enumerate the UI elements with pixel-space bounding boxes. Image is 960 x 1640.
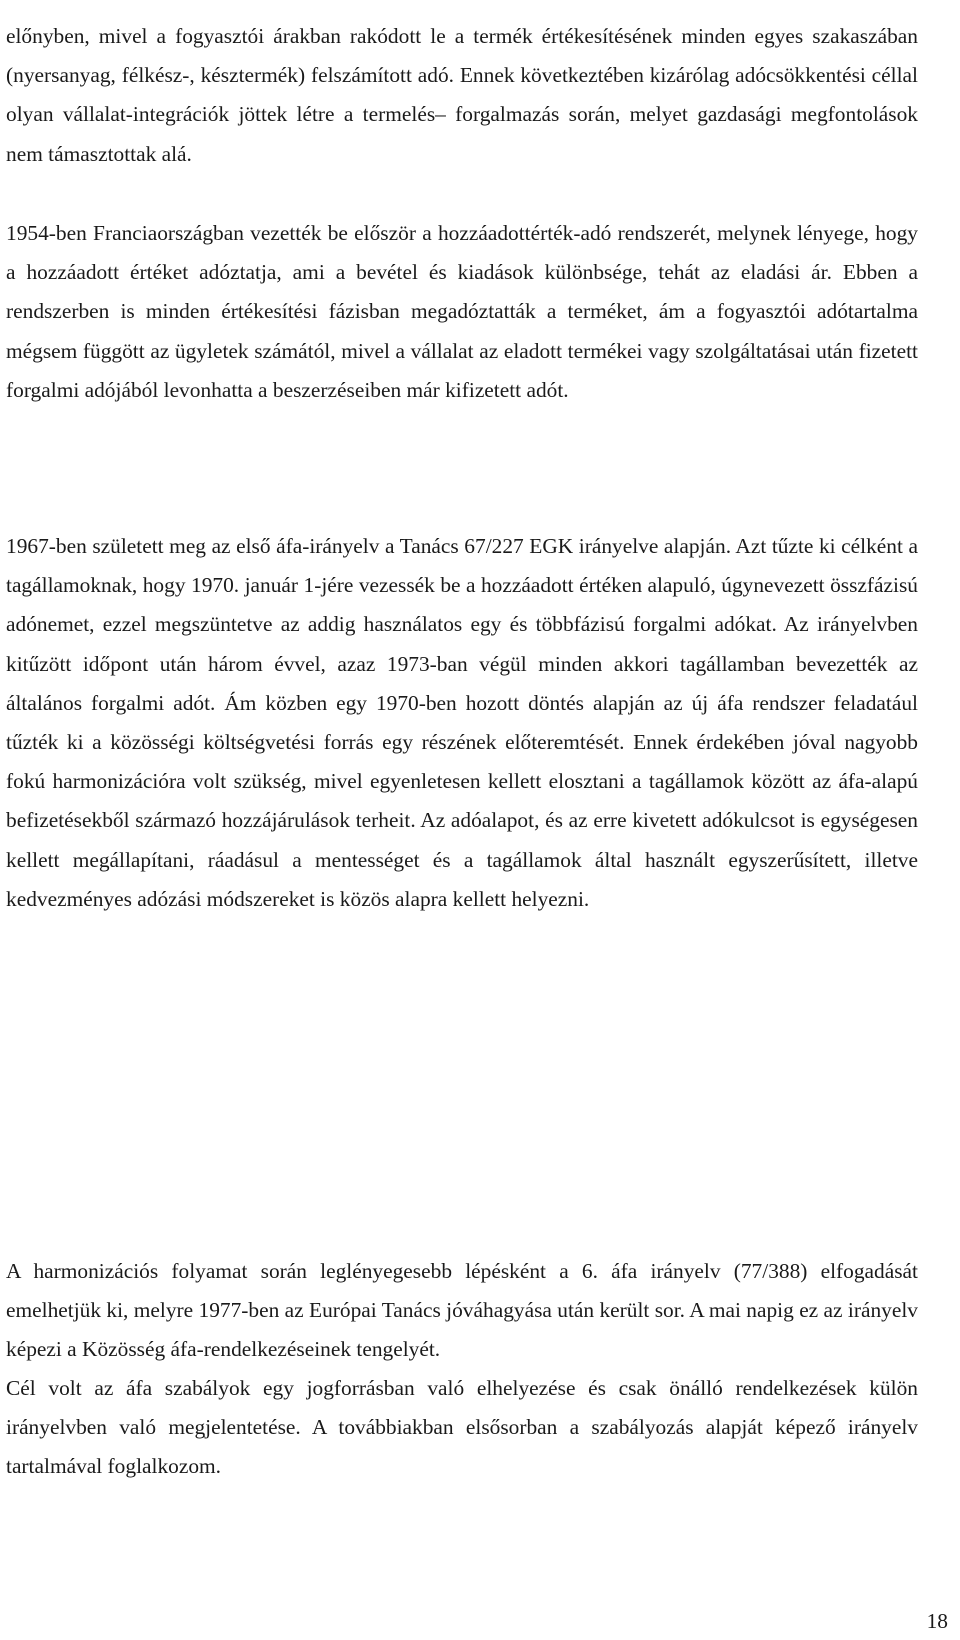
page-number: 18 [926, 1609, 948, 1633]
paragraph-2: 1954-ben Franciaországban vezették be először a hozzáadottérték-adó rendszerét, melynek lényege, hogy a hozzáadott értéket adóztatja, ami a bevétel és kiadások különbsége, tehát az eladási ár. Ebben a rendszerben is minden értékesítési fázisban megadóztatták a terméket, ám a fogyasztói adótartalma mégsem függött az ügyletek számától, mivel a vállalat az eladott termékei vagy szolgáltatásai után fizetett forgalmi adójából levonhatta a beszerzéseiben már kifizetett adót. [6, 221, 918, 402]
paragraph-3: 1967-ben született meg az első áfa-irányelv a Tanács 67/227 EGK irányelve alapján. Azt tűzte ki célként a tagállamoknak, hogy 1970. január 1-jére vezessék be a hozzáadott értéken alapuló, úgynevezett összfázisú adónemet, ezzel megszüntetve az addig használatos egy és többfázisú forgalmi adókat. Az irányelvben kitűzött időpont után három évvel, azaz 1973-ban végül minden akkori tagállamban bevezették az általános forgalmi adót. Ám közben egy 1970-ben hozott döntés alapján az új áfa rendszer feladatául tűzték ki a közösségi költségvetési forrás egy részének előteremtését. Ennek érdekében jóval nagyobb fokú harmonizációra volt szükség, mivel egyenletesen kellett elosztani a tagállamok között az áfa-alapú befizetésekből származó hozzájárulások terheit. Az adóalapot, és az erre kivetett adókulcsot is egységesen kellett megállapítani, ráadásul a mentességet és a tagállamok által használt egyszerűsített, illetve kedvezményes adózási módszereket is közös alapra kellett helyezni. [6, 534, 918, 911]
document-page [6, 0, 918, 1640]
paragraph-4: A harmonizációs folyamat során leglényegesebb lépésként a 6. áfa irányelv (77/388) elfogadását emelhetjük ki, melyre 1977-ben az Európai Tanács jóváhagyása után került sor. A mai napig ez az irányelv képezi a Közösség áfa-rendelkezéseinek tengelyét. [6, 1259, 918, 1362]
paragraph-5: Cél volt az áfa szabályok egy jogforrásban való elhelyezése és csak önálló rendelkezések külön irányelvben való megjelentetése. A továbbiakban elsősorban a szabályozás alapját képező irányelv tartalmával foglalkozom. [6, 1376, 918, 1479]
paragraph-1: előnyben, mivel a fogyasztói árakban rakódott le a termék értékesítésének minden egyes szakaszában (nyersanyag, félkész-, késztermék) felszámított adó. Ennek következtében kizárólag adócsökkentési céllal olyan vállalat-integrációk jöttek létre a termelés– forgalmazás során, melyet gazdasági megfontolások nem támasztottak alá. [6, 24, 918, 166]
